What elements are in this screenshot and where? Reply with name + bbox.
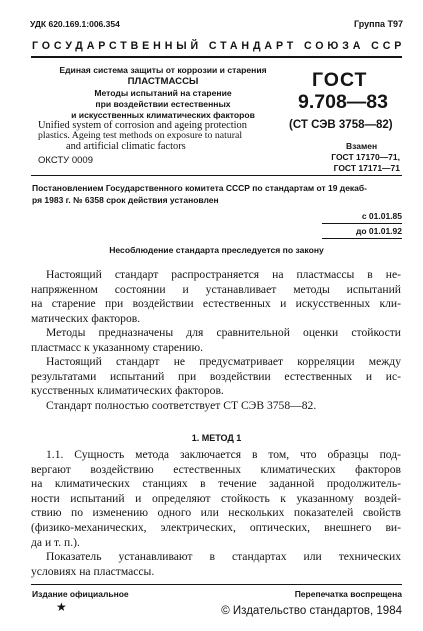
valid-to-rule [322,238,402,239]
text-line: кусственных климатических факторов. [31,384,224,398]
header-rule [31,56,402,58]
method-paragraph-2 [31,550,401,579]
text-line: вергают воздействию естественных климатических факторов [31,462,401,476]
footer-rule [31,584,402,585]
text-line: ствию по изменению одного или нескольких показателей свойств [31,506,401,520]
text-line: напряженном состоянии и устанавливает методы испытаний [31,282,401,296]
gost-label: ГОСТ [312,69,368,91]
method-paragraph-1 [31,448,401,550]
section-title: 1. МЕТОД 1 [191,433,242,443]
text-line: пластмасс к указанному старению. [31,340,204,354]
title-rule [31,175,402,176]
text-line: ности испытаний и определяют стойкость к указанному воздей- [31,491,401,505]
text-line: на старение при воздействии естественных и искусственных кли- [31,297,401,311]
text-line: Настоящий стандарт не предусматривает корреляции между [46,355,401,368]
official-edition-label: Издание официальное [32,589,129,599]
text-line: да и т. п.). [31,535,80,549]
replaces-label: Взамен [346,141,378,151]
text-line: Показатель устанавливают в стандартах или технических [46,550,401,563]
english-title [38,121,288,152]
replaced-standard: ГОСТ 17170—71, [331,152,400,162]
title-line: Методы испытаний на старение [94,88,232,98]
valid-from: с 01.01.85 [361,211,402,221]
text-line: 1.1. Сущность метода заключается в том, что образцы под- [46,448,401,461]
title-subject: ПЛАСТМАССЫ [127,76,199,87]
text-line: условиях на пластмассы. [31,564,155,578]
replaced-standard: ГОСТ 17171—71 [333,162,400,173]
group-code: Группа Т97 [354,19,404,29]
text-line: результатами испытаний при воздействии естественных и ис- [31,369,401,383]
reprint-prohibited-label: Перепечатка воспрещена [294,589,402,599]
gost-number: 9.708—83 [298,91,388,113]
legal-warning: Несоблюдение стандарта преследуется по закону [109,245,324,255]
text-line: Стандарт полностью соответствует СТ СЭВ 3758—82. [46,399,317,412]
english-title-line: and artificial climatic factors [66,140,186,152]
udk-code: УДК 620.169.1:006.354 [30,19,120,29]
okstu-code: ОКСТУ 0009 [38,155,93,166]
st-sev-number: (СТ СЭВ 3758—82) [289,119,393,131]
text-line: Методы предназначены для сравнительной оценки стойкости [46,326,401,339]
valid-to: до 01.01.92 [355,226,402,236]
text-line: матических факторов. [31,311,141,325]
text-line: на климатических станциях в течение заданной продолжитель- [31,477,401,491]
star-icon: ★ [56,600,67,614]
decree-line: ря 1983 г. № 6358 срок действия установлен [32,195,219,205]
decree-line: Постановлением Государственного комитета СССР по стандартам от 19 декаб- [32,183,367,193]
copyright-notice: © Издательство стандартов, 1984 [221,605,402,617]
title-series: Единая система защиты от коррозии и старения [59,65,267,75]
valid-from-rule [322,223,402,224]
replaced-standards [310,152,400,173]
english-title-line: plastics. Ageing test methods on exposure to natural [38,130,243,142]
state-standard-heading: ГОСУДАРСТВЕННЫЙ СТАНДАРТ СОЮЗА ССР [32,40,406,52]
title-line: и искусственных климатических факторов [71,109,255,120]
decree-text [32,182,402,206]
intro-paragraph-1 [31,268,401,326]
text-line: Настоящий стандарт распространяется на пластмассы в не- [46,268,401,281]
intro-paragraph-4 [31,399,401,414]
text-line: (физико-механических, электрических, оптических, внешнего ви- [31,520,401,534]
intro-paragraph-2 [31,326,401,355]
title-methods [38,88,288,120]
english-title-line: Unified system of corrosion and ageing protection [38,120,247,131]
title-line: при воздействии естественных [95,98,231,109]
intro-paragraph-3 [31,355,401,399]
